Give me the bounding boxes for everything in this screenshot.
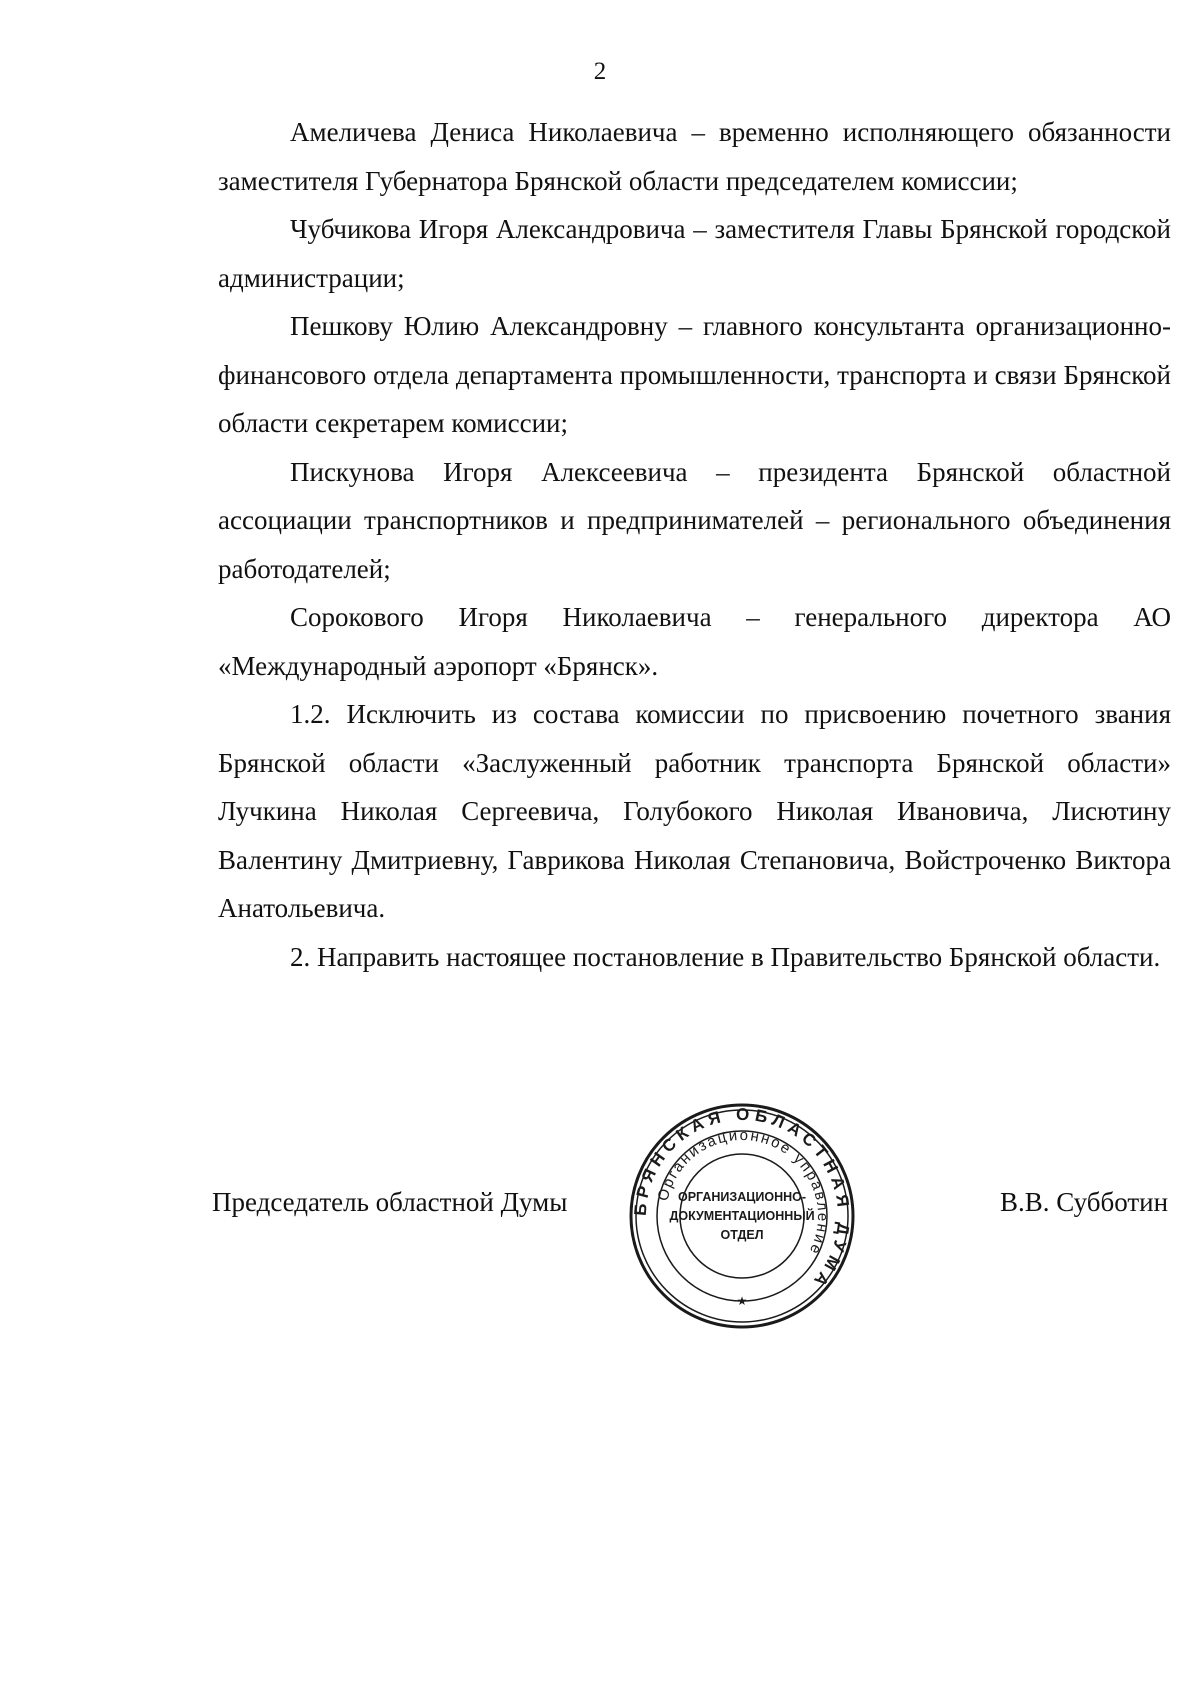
seal-center-line-1: ОРГАНИЗАЦИОННО- bbox=[677, 1190, 807, 1204]
seal-inner-text: Организационное управление bbox=[654, 1126, 832, 1259]
paragraph-chubchikov: Чубчикова Игоря Александровича – заместителя Главы Брянской городской администрации; bbox=[218, 214, 1171, 293]
paragraph-sorokovoy: Сорокового Игоря Николаевича – генерального директора АО «Международный аэропорт «Брянск». bbox=[218, 602, 1171, 681]
seal-outer-text: БРЯНСКАЯ ОБЛАСТНАЯ ДУМА bbox=[630, 1104, 854, 1294]
paragraph-exclusion: 1.2. Исключить из состава комиссии по присвоению почетного звания Брянской области «Заслуженный работник транспорта Брянской области» Лучкина Николая Сергеевича, Голубокого Николая Ивановича, Лисютину Валентину Дмитриевну, Гаврикова Николая Степановича, Войстроченко Виктора Анатольевича. bbox=[218, 699, 1171, 923]
paragraph-peshkova: Пешкову Юлию Александровну – главного консультанта организационно-финансового отдела департамента промышленности, транспорта и связи Брянской области секретарем комиссии; bbox=[218, 311, 1171, 438]
paragraph-direction: 2. Направить настоящее постановление в Правительство Брянской области. bbox=[290, 941, 1161, 972]
seal-graphic bbox=[622, 1100, 862, 1332]
seal-center-line-2: ДОКУМЕНТАЦИОННЫЙ bbox=[669, 1209, 815, 1223]
signature-block bbox=[0, 1100, 1200, 1420]
seal-center-line-3: ОТДЕЛ bbox=[720, 1228, 764, 1242]
page-number: 2 bbox=[593, 58, 607, 85]
paragraph-piskunov: Пискунова Игоря Алексеевича – президента Брянской областной ассоциации транспортников и предпринимателей – регионального объединения работодателей; bbox=[218, 456, 1171, 584]
paragraph-ameličev: Амеличева Дениса Николаевича – временно исполняющего обязанности заместителя Губернатора Брянской области председателем комиссии; bbox=[218, 117, 1171, 196]
signatory-title: Председатель областной Думы bbox=[212, 1187, 568, 1217]
seal-star-icon: ★ bbox=[736, 1294, 748, 1308]
official-seal-stamp bbox=[622, 1100, 862, 1332]
document-body bbox=[218, 108, 1171, 981]
signatory-name: В.В. Субботин bbox=[1000, 1187, 1169, 1217]
